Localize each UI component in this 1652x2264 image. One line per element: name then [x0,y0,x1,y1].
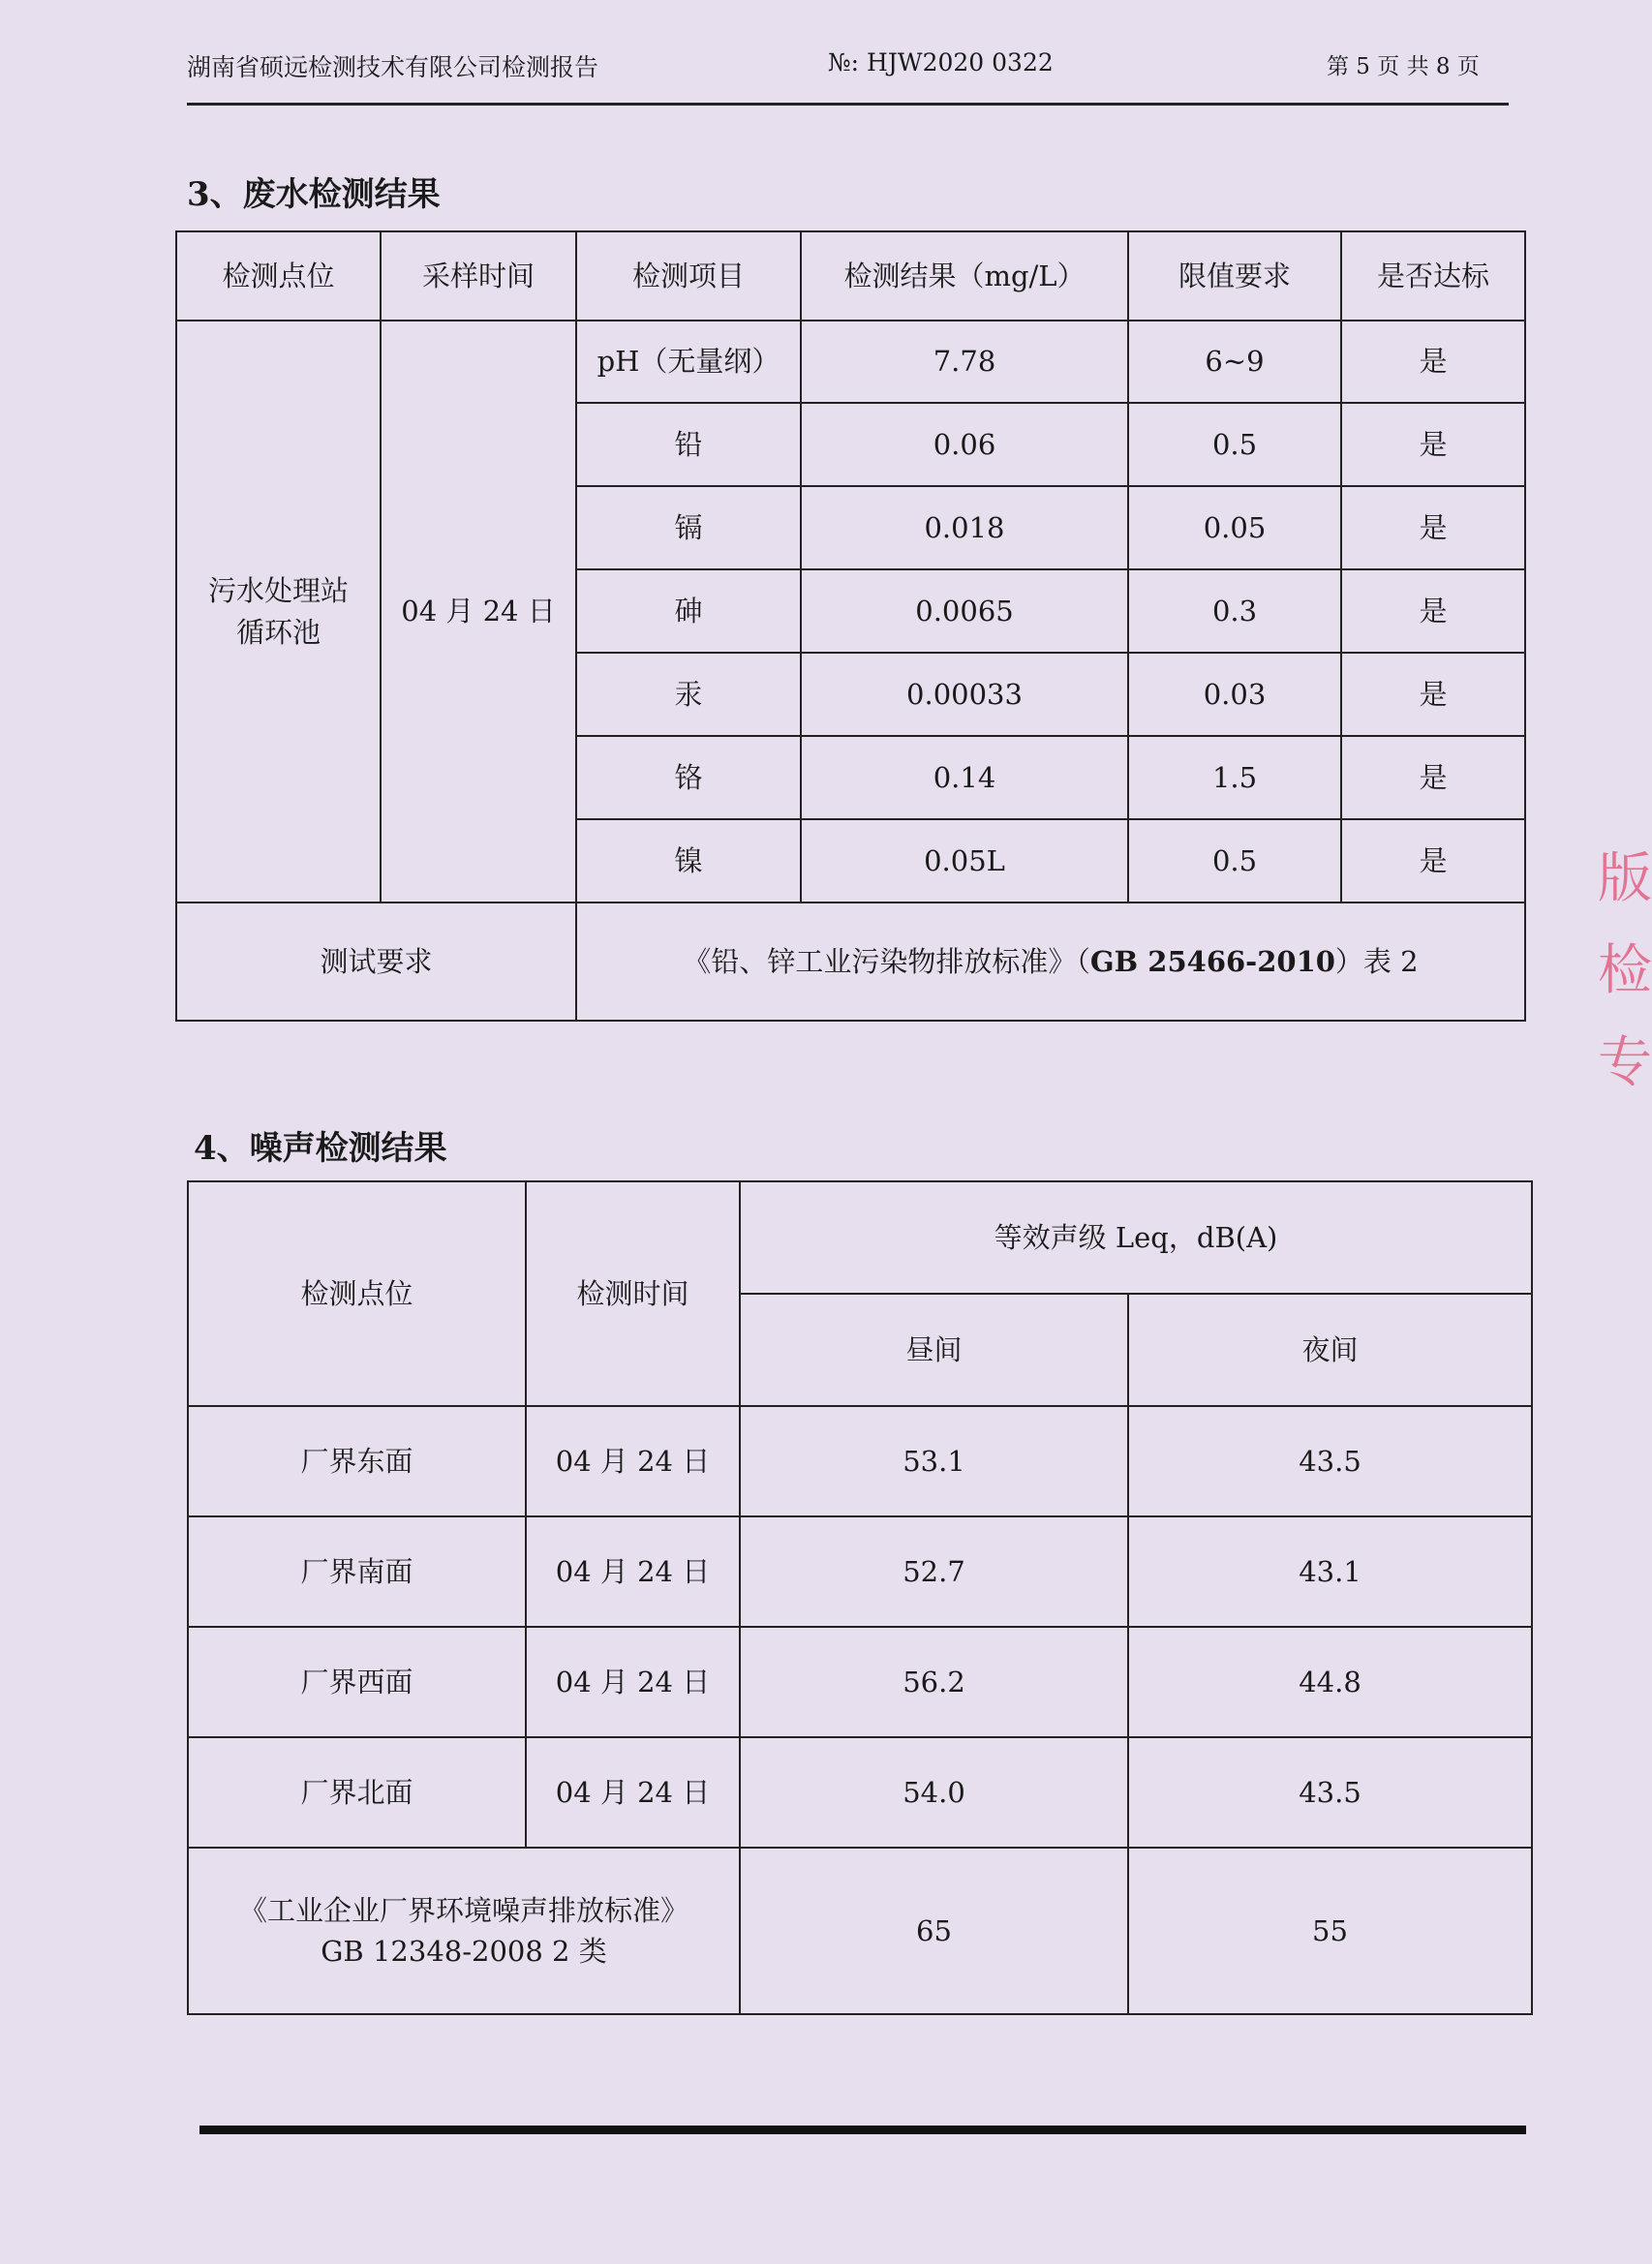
site-cell: 厂界西面 [188,1627,526,1737]
test-requirement-label: 测试要求 [176,903,576,1021]
col-header-daytime: 昼间 [740,1294,1128,1406]
header-divider [187,103,1509,106]
site-cell: 厂界东面 [188,1406,526,1516]
stamp-fragment [1598,833,1652,1152]
item-cell: 铬 [576,736,801,819]
noise-standard-line1: 《工业企业厂界环境噪声排放标准》 [238,1893,688,1927]
compliant-cell: 是 [1341,321,1525,403]
test-requirement-standard [576,903,1525,1021]
header-report-number [828,48,1054,76]
compliant-cell: 是 [1341,569,1525,653]
report-number-value: HJW2020 0322 [867,48,1054,76]
limit-cell: 1.5 [1128,736,1341,819]
col-header-item: 检测项目 [576,231,801,321]
day-value-cell: 52.7 [740,1516,1128,1627]
noise-standard-line2: GB 12348-2008 2 类 [321,1935,607,1968]
item-cell: 铅 [576,403,801,486]
col-header-leq: 等效声级 Leq，dB(A) [740,1181,1532,1294]
item-cell: pH（无量纲） [576,321,801,403]
result-cell: 0.06 [801,403,1128,486]
sampling-site-line2: 循环池 [235,615,321,649]
day-value-cell: 56.2 [740,1627,1128,1737]
sampling-date-cell: 04 月 24 日 [381,321,576,903]
stamp-fragment-text: 版 检 专 [1598,847,1652,1094]
night-value-cell: 43.5 [1128,1406,1532,1516]
standard-night-limit: 55 [1128,1848,1532,2014]
req-standard-code: GB 25466-2010 [1089,944,1335,978]
standard-day-limit: 65 [740,1848,1128,2014]
noise-section-title: 4、噪声检测结果 [194,1129,447,1168]
compliant-cell: 是 [1341,403,1525,486]
col-header-result: 检测结果（mg/L） [801,231,1128,321]
result-cell: 0.14 [801,736,1128,819]
limit-cell: 0.03 [1128,653,1341,736]
table-row [176,321,1525,403]
report-number-label: №: [828,48,860,76]
item-cell: 汞 [576,653,801,736]
table-row [188,1516,1532,1627]
item-cell: 镉 [576,486,801,569]
noise-header-row [188,1181,1532,1294]
date-cell: 04 月 24 日 [526,1737,740,1848]
limit-cell: 0.5 [1128,819,1341,903]
col-header-sample-time: 采样时间 [381,231,576,321]
day-value-cell: 53.1 [740,1406,1128,1516]
result-cell: 7.78 [801,321,1128,403]
test-requirement-row [176,903,1525,1021]
col-header-compliant: 是否达标 [1341,231,1525,321]
compliant-cell: 是 [1341,486,1525,569]
col-header-time: 检测时间 [526,1181,740,1406]
site-cell: 厂界南面 [188,1516,526,1627]
result-cell: 0.00033 [801,653,1128,736]
night-value-cell: 43.5 [1128,1737,1532,1848]
item-cell: 镍 [576,819,801,903]
date-cell: 04 月 24 日 [526,1406,740,1516]
table-row [188,1627,1532,1737]
date-cell: 04 月 24 日 [526,1516,740,1627]
day-value-cell: 54.0 [740,1737,1128,1848]
compliant-cell: 是 [1341,736,1525,819]
limit-cell: 6~9 [1128,321,1341,403]
site-cell: 厂界北面 [188,1737,526,1848]
result-cell: 0.0065 [801,569,1128,653]
limit-cell: 0.05 [1128,486,1341,569]
compliant-cell: 是 [1341,819,1525,903]
noise-results-table [187,1180,1533,2015]
result-cell: 0.05L [801,819,1128,903]
limit-cell: 0.5 [1128,403,1341,486]
item-cell: 砷 [576,569,801,653]
table-row [188,1737,1532,1848]
wastewater-header-row [176,231,1525,321]
wastewater-section-title: 3、废水检测结果 [187,175,441,214]
sampling-site-cell [176,321,381,903]
night-value-cell: 44.8 [1128,1627,1532,1737]
limit-cell: 0.3 [1128,569,1341,653]
req-suffix: ）表 2 [1334,944,1419,978]
date-cell: 04 月 24 日 [526,1627,740,1737]
wastewater-results-table [175,230,1526,1022]
noise-standard-cell [188,1848,740,2014]
col-header-site: 检测点位 [188,1181,526,1406]
noise-standard-row [188,1848,1532,2014]
col-header-limit: 限值要求 [1128,231,1341,321]
col-header-site: 检测点位 [176,231,381,321]
header-page-info: 第 5 页 共 8 页 [1327,54,1480,79]
footer-divider [199,2126,1526,2134]
header-company: 湖南省硕远检测技术有限公司检测报告 [187,53,599,81]
result-cell: 0.018 [801,486,1128,569]
col-header-nighttime: 夜间 [1128,1294,1532,1406]
table-row [188,1406,1532,1516]
req-prefix: 《铅、锌工业污染物排放标准》（ [683,944,1090,978]
sampling-site-line1: 污水处理站 [207,574,349,608]
compliant-cell: 是 [1341,653,1525,736]
night-value-cell: 43.1 [1128,1516,1532,1627]
